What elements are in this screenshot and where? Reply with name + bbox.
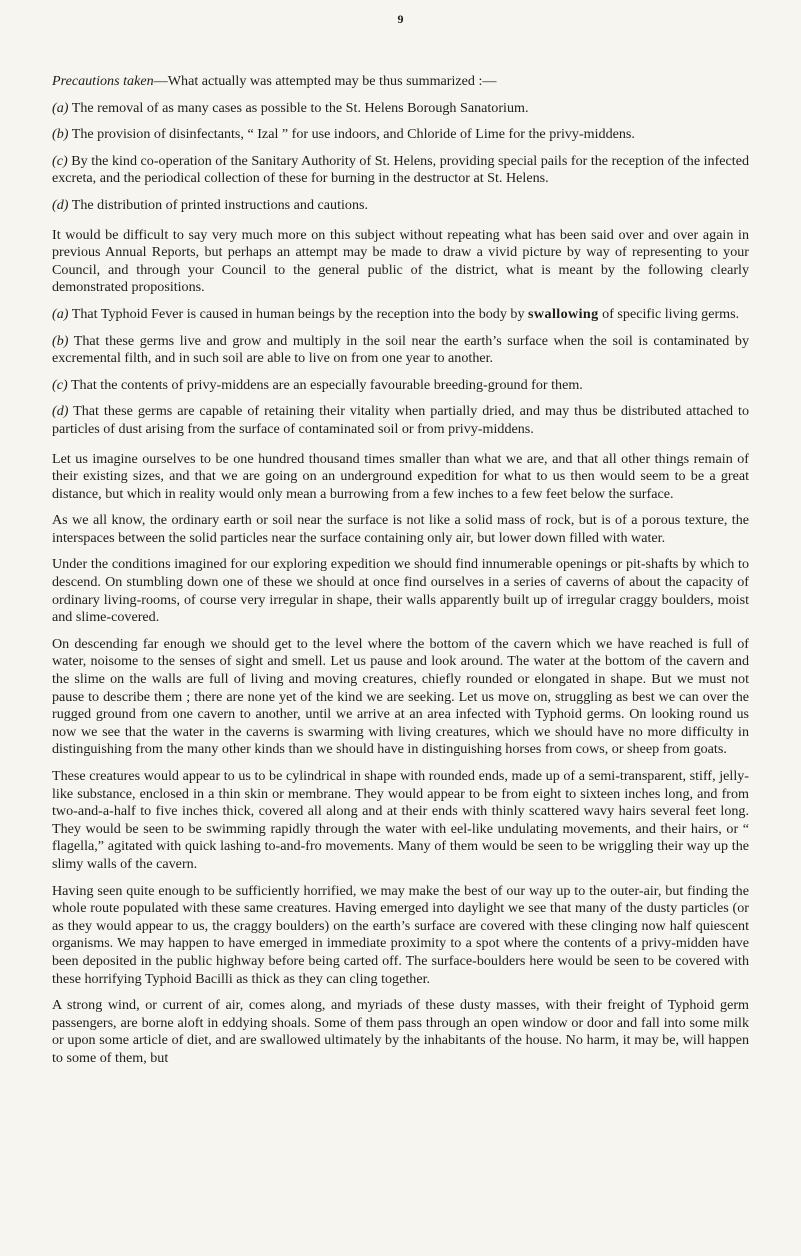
proposition-item (52, 306, 749, 324)
page-number: 9 (397, 12, 404, 26)
proposition-item (52, 333, 749, 368)
item-label: (c) (52, 152, 68, 169)
body-paragraph: These creatures would appear to us to be cylindrical in shape with rounded ends, made up of a semi-transparent, stiff, jelly-like substance, enclosed in a thin skin or membrane. They would appear to be from eight to sixteen inches long, and from two-and-a-half to five inches thick, covered all along and at their ends with thinly scattered wavy hairs several feet long. They would be seen to be swimming rapidly through the water with eel-like undulating movements, and their hairs, or “ flagella,” agitated with quick lashing to-and-fro movements. Many of them would be seen to be wriggling their way up the slimy walls of the cavern. (52, 768, 749, 872)
body-paragraph: Under the conditions imagined for our exploring expedition we should find innumerable openings or pit-shafts by which to descend. On stumbling down one of these we should at once find ourselves in a series of caverns of about the capacity of ordinary living-rooms, of course very irregular in shape, their walls apparently built up of irregular craggy boulders, moist and slime-covered. (52, 556, 749, 626)
item-label: (a) (52, 99, 69, 116)
emphasis-text: swallowing (528, 305, 599, 322)
precaution-item (52, 100, 749, 118)
precautions-intro-text: —What actually was attempted may be thus summarized :— (153, 73, 497, 89)
item-label: (a) (52, 305, 69, 322)
item-text: That Typhoid Fever is caused in human beings by the reception into the body by (71, 305, 525, 322)
item-label: (b) (52, 126, 69, 143)
item-text: That the contents of privy-middens are an especially favourable breeding-ground for them. (70, 376, 583, 393)
precaution-item (52, 153, 749, 188)
item-label: (c) (52, 376, 68, 393)
item-text: The provision of disinfectants, “ Izal ” for use indoors, and Chloride of Lime for the privy-middens. (71, 126, 635, 143)
body-paragraph: Let us imagine ourselves to be one hundred thousand times smaller than what we are, and that all other things remain of their existing sizes, and that we are going on an underground expedition for what to us then would seem to be a great distance, but which in reality would only mean a burrowing from a few inches to a few feet below the surface. (52, 450, 749, 502)
precautions-heading: Precautions taken (52, 73, 154, 89)
item-label: (d) (52, 196, 69, 213)
body-paragraph: As we all know, the ordinary earth or soil near the surface is not like a solid mass of rock, but is of a porous texture, the interspaces between the solid particles near the surface containing only air, but lower down filled with water. (52, 512, 749, 546)
item-label: (d) (52, 403, 69, 420)
item-text: The removal of as many cases as possible to the St. Helens Borough Sanatorium. (71, 99, 529, 116)
proposition-item (52, 403, 749, 438)
precaution-item (52, 126, 749, 144)
item-text: That these germs are capable of retaining their vitality when partially dried, and may thus be distributed attached to particles of dust arising from the surface of contaminated soil or from privy-middens. (52, 403, 749, 437)
proposition-item (52, 377, 749, 395)
item-text-after: of specific living germs. (602, 305, 740, 322)
body-paragraph: Having seen quite enough to be sufficiently horrified, we may make the best of our way up to the outer-air, but finding the whole route populated with these same creatures. Having emerged into daylight we see that many of the dusty particles (or as they would appear to us, the craggy boulders) on the earth’s surface are covered with these clinging now half quiescent organisms. We may happen to have emerged in immediate proximity to a spot where the contents of a privy-midden have been deposited in the public highway before being carted off. The surface-boulders here would be seen to be covered with these horrifying Typhoid Bacilli as thick as they can cling together. (52, 882, 749, 987)
item-text: By the kind co-operation of the Sanitary Authority of St. Helens, providing special pails for the reception of the infected excreta, and the periodical collection of these for burning in the destructor at St. Helens. (52, 152, 749, 187)
body-paragraph: A strong wind, or current of air, comes along, and myriads of these dusty masses, with their freight of Typhoid germ passengers, are borne aloft in eddying shoals. Some of them pass through an open window or door and fall into some milk or upon some article of diet, and are swallowed ultimately by the inhabitants of the house. No harm, it may be, will happen to some of them, but (52, 997, 749, 1066)
body-paragraph: On descending far enough we should get to the level where the bottom of the cavern which we have reached is full of water, noisome to the senses of sight and smell. Let us pause and look around. The water at the bottom of the cavern and the slime on the walls are full of living and moving creatures, chiefly rounded or elongated in shape. But we must not pause to describe them ; there are none yet of the kind we are seeking. Let us move on, struggling as best we can over the rugged ground from one cavern to another, until we arrive at an area infected with Typhoid germs. On looking round us now we see that the water in the caverns is swarming with living creatures, which we should have no more difficulty in distinguishing from the many other kinds than we should have in distinguishing horses from cows, or sheep from goats. (52, 635, 749, 758)
precautions-intro (52, 73, 749, 91)
item-text: That these germs live and grow and multiply in the soil near the earth’s surface when the soil is contaminated by excremental filth, and in such soil are able to live on from one year to another. (52, 332, 749, 367)
intro-paragraph: It would be difficult to say very much more on this subject without repeating what has been said over and over again in previous Annual Reports, but perhaps an attempt may be made to draw a vivid picture by way of representing to your Council, and through your Council to the general public of the district, what is meant by the following clearly demonstrated propositions. (52, 226, 749, 296)
precaution-item (52, 197, 749, 215)
item-text: The distribution of printed instructions and cautions. (71, 196, 369, 213)
item-label: (b) (52, 332, 69, 349)
